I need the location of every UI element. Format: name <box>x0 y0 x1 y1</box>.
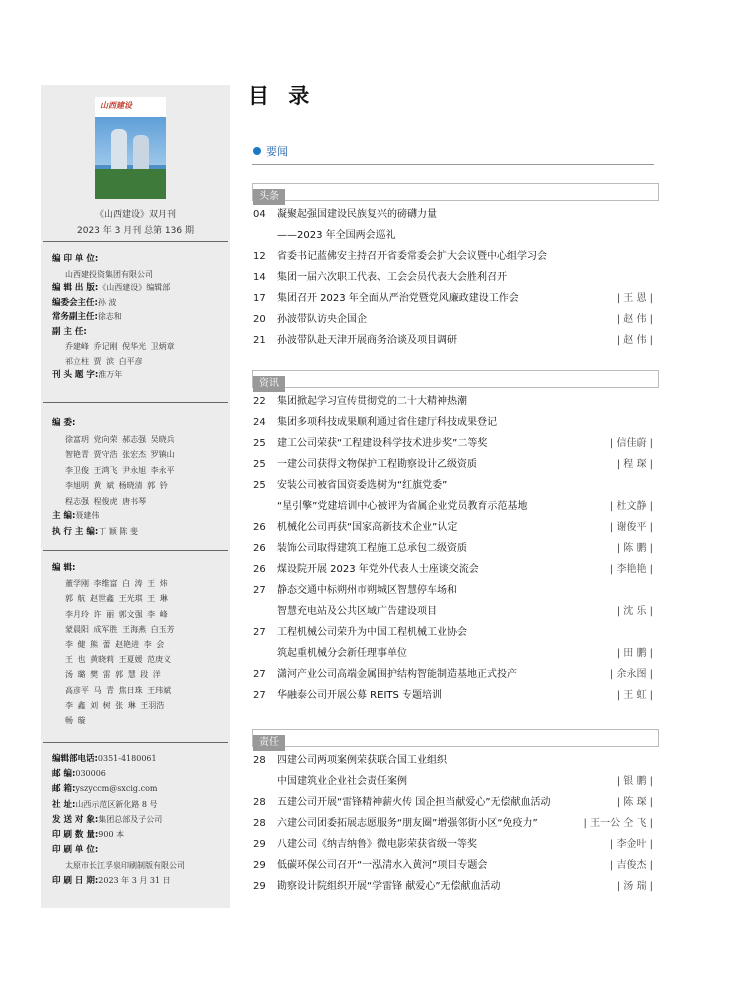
toc-entry[interactable] <box>253 604 658 619</box>
masthead-row <box>52 814 162 826</box>
masthead-row <box>52 326 87 338</box>
entry-title: 煤设院开展 2023 年党外代表人士座谈交流会 <box>277 564 479 575</box>
entry-author: | 陈 鹏 | <box>616 543 653 554</box>
entry-author: | 赵 伟 | <box>616 335 653 346</box>
cover-thumbnail[interactable] <box>95 97 166 199</box>
page-number: 20 <box>253 314 266 325</box>
page-number: 28 <box>253 818 266 829</box>
masthead-row: 山西建投资集团有限公司 <box>65 269 153 279</box>
page-number: 27 <box>253 690 266 701</box>
entry-title: 八建公司《纳吉纳鲁》微电影荣获省级一等奖 <box>277 839 477 850</box>
divider <box>43 742 228 743</box>
entry-title: 集团召开 2023 年全面从严治党暨党风廉政建设工作会 <box>277 293 519 304</box>
masthead-row <box>52 844 98 856</box>
toc-entry[interactable] <box>253 816 658 831</box>
masthead-row: 王 也 黄晓莉 王夏媛 范庚义 <box>65 655 172 665</box>
masthead-label: 常务副主任: <box>52 312 98 322</box>
entry-title: 省委书记蓝佛安主持召开省委常委会扩大会议暨中心组学习会 <box>277 251 547 262</box>
masthead-value: 《山西建设》编辑部 <box>98 283 171 292</box>
masthead-row: 太原市长江孚泉印刷制版有限公司 <box>65 861 185 871</box>
masthead-label: 编委会主任: <box>52 297 98 308</box>
entry-title: 五建公司开展“雷锋精神薪火传 国企担当献爱心”无偿献血活动 <box>277 797 551 808</box>
entry-title: 勘察设计院组织开展“学雷锋 献爱心”无偿献血活动 <box>277 881 501 892</box>
masthead-label: 编 委: <box>52 418 76 428</box>
masthead-value: yszyccm@sxcig.com <box>75 784 158 794</box>
entry-title: 孙波带队访央企国企 <box>277 314 367 325</box>
masthead-label: 编辑部电话: <box>52 754 98 764</box>
masthead-label: 刊 头 题 字: <box>52 370 99 380</box>
toc-entry[interactable] <box>253 858 658 873</box>
masthead-label: 发 送 对 象: <box>52 814 99 825</box>
page-number: 25 <box>253 480 266 491</box>
entry-title: 一建公司获得文物保护工程勘察设计乙级资质 <box>277 459 477 470</box>
entry-author: | 沈 乐 | <box>616 606 653 617</box>
page-number: 27 <box>253 669 266 680</box>
page-number: 26 <box>253 564 266 575</box>
page-number: 29 <box>253 881 266 892</box>
page-number: 27 <box>253 585 266 596</box>
toc-entry[interactable] <box>253 291 658 306</box>
masthead-value: 丁 颖 陈 斐 <box>98 526 138 536</box>
entry-title: “星引擎”党建培训中心被评为省属企业党员教育示范基地 <box>277 501 528 512</box>
section-heading: 要闻 <box>253 143 288 159</box>
toc-entry[interactable] <box>253 774 658 789</box>
masthead-value: 0351-4180061 <box>97 754 157 763</box>
masthead-label: 印 刷 日 期: <box>52 875 99 886</box>
page-number: 04 <box>253 209 266 220</box>
entry-title: 六建公司团委拓展志愿服务“朋友圈”增强邻街小区“免疫力” <box>277 818 538 829</box>
masthead-label: 编 辑 出 版: <box>52 283 99 293</box>
toc-entry[interactable] <box>253 583 658 598</box>
section-divider <box>252 164 654 165</box>
masthead-value: 徐志和 <box>97 312 122 321</box>
toc-entry[interactable] <box>253 541 658 556</box>
divider <box>43 550 228 551</box>
entry-title: 潇河产业公司高端金属围护结构智能制造基地正式投产 <box>277 669 517 680</box>
masthead-row <box>52 753 157 765</box>
toc-entry[interactable] <box>253 436 658 451</box>
masthead-row: 汤 璐 樊 雷 郭 慧 段 洋 <box>65 670 161 680</box>
toc-entry[interactable] <box>253 753 658 768</box>
category-label: 责任 <box>253 735 285 751</box>
bullet-icon <box>253 147 261 155</box>
category-header <box>252 183 659 201</box>
masthead-label: 编 印 单 位: <box>52 254 99 264</box>
masthead-row <box>52 526 138 538</box>
masthead-row: 畅 璇 <box>65 716 86 725</box>
entry-title: 静态交通中标朔州市朔城区智慧停车场和 <box>277 585 457 596</box>
entry-author: | 王 恩 | <box>616 293 653 304</box>
page-number: 28 <box>253 755 266 766</box>
entry-title: 集团掀起学习宣传贯彻党的二十大精神热潮 <box>277 396 467 407</box>
entry-title: 建工公司荣获“工程建设科学技术进步奖”二等奖 <box>277 438 488 449</box>
entry-author: | 李艳艳 | <box>609 564 653 575</box>
masthead-row: 徐富玥 党向荣 郝志强 吴晓兵 <box>65 434 175 444</box>
category-header <box>252 729 659 747</box>
toc-entry[interactable] <box>253 667 658 682</box>
entry-title: 筑起重机械分会新任理事单位 <box>277 648 407 659</box>
masthead-row: 乔建峰 乔记刚 倪华光 卫炳章 <box>65 342 175 351</box>
masthead-row <box>52 768 106 780</box>
masthead-row <box>52 311 122 323</box>
masthead-label: 邮 箱: <box>52 784 76 795</box>
page-number: 12 <box>253 251 266 262</box>
entry-author: | 汤 瑞 | <box>616 881 653 892</box>
entry-title: 四建公司两项案例荣获联合国工业组织 <box>277 755 447 766</box>
page-number: 29 <box>253 839 266 850</box>
entry-author: | 王 虹 | <box>616 690 653 701</box>
toc-entry[interactable] <box>253 478 658 493</box>
page-title: 目 录 <box>248 84 316 108</box>
toc-entry[interactable] <box>253 562 658 577</box>
entry-title: 中国建筑业企业社会责任案例 <box>277 776 407 787</box>
masthead-row <box>52 253 98 265</box>
toc-entry[interactable] <box>253 394 658 409</box>
masthead-label: 社 址: <box>52 799 76 810</box>
page-number: 26 <box>253 543 266 554</box>
entry-title: 集团一届六次职工代表、工会会员代表大会胜利召开 <box>277 272 507 283</box>
masthead-label: 印 刷 数 量: <box>52 830 99 840</box>
masthead-value: 山西示范区新化路 8 号 <box>75 799 158 809</box>
page-number: 17 <box>253 293 266 304</box>
divider <box>43 241 228 242</box>
cover-logo: 山西建设 <box>100 100 132 110</box>
masthead-value: 孙 波 <box>97 297 117 307</box>
masthead-row: 蒙晨阳 成军胜 王海燕 白玉芳 <box>65 624 175 634</box>
masthead-row: 李旭明 黄 斌 杨晓清 郭 钤 <box>65 481 168 490</box>
entry-author: | 赵 伟 | <box>616 314 653 325</box>
masthead-row <box>52 562 75 574</box>
entry-author: | 吉俊杰 | <box>609 860 653 871</box>
toc-entry[interactable] <box>253 207 658 222</box>
toc-entry[interactable] <box>253 333 658 348</box>
toc-entry[interactable] <box>253 228 658 243</box>
magazine-title: 《山西建设》双月刊 <box>94 210 176 220</box>
divider <box>43 402 228 403</box>
page-number: 27 <box>253 627 266 638</box>
entry-author: | 王一公 仝 飞 | <box>583 818 653 829</box>
masthead-row <box>52 829 124 841</box>
masthead-row <box>52 783 157 795</box>
entry-author: | 杜文静 | <box>609 501 653 512</box>
entry-title: 华融泰公司开展公募 REITS 专题培训 <box>277 690 443 701</box>
page-number: 14 <box>253 272 266 283</box>
masthead-label: 副 主 任: <box>52 326 87 337</box>
entry-title: 集团多项科技成果顺利通过省住建厅科技成果登记 <box>277 417 497 428</box>
masthead-label: 主 编: <box>52 511 76 521</box>
toc-entry[interactable] <box>253 625 658 640</box>
masthead-row: 李 鑫 刘 树 张 琳 王羽浩 <box>65 700 165 710</box>
toc-entry[interactable] <box>253 457 658 472</box>
masthead-label: 编 辑: <box>52 563 76 573</box>
masthead-row <box>52 510 99 522</box>
masthead-value: 集团总部及子公司 <box>98 814 163 824</box>
toc-entry[interactable] <box>253 795 658 810</box>
masthead-row: 李卫俊 王鸿飞 尹永旭 李永平 <box>65 465 175 475</box>
entry-title: 工程机械公司荣升为中国工程机械工业协会 <box>277 627 467 638</box>
entry-title: 机械化公司再获“国家高新技术企业”认定 <box>277 522 458 533</box>
page-number: 28 <box>253 797 266 808</box>
masthead-row <box>52 282 170 294</box>
page-number: 25 <box>253 438 266 449</box>
masthead-value: 900 本 <box>98 830 125 839</box>
toc-entry[interactable] <box>253 688 658 703</box>
entry-author: | 陈 琛 | <box>616 797 653 808</box>
masthead-value: 聂建伟 <box>75 511 100 520</box>
masthead-label: 印 刷 单 位: <box>52 845 99 856</box>
masthead-row: 程志强 程俊虎 唐书琴 <box>65 496 147 506</box>
entry-title: 安装公司被省国资委选树为“红旗党委” <box>277 480 448 491</box>
toc-entry[interactable] <box>253 312 658 327</box>
entry-author: | 田 鹏 | <box>616 648 653 659</box>
page-number: 22 <box>253 396 266 407</box>
entry-author: | 谢俊平 | <box>609 522 653 533</box>
masthead-label: 执 行 主 编: <box>52 526 99 537</box>
masthead-value: 030006 <box>75 769 106 779</box>
masthead-value: 2023 年 3 月 31 日 <box>98 875 171 885</box>
masthead-label: 邮 编: <box>52 769 76 780</box>
page-number: 25 <box>253 459 266 470</box>
entry-title: 低碳环保公司召开“一泓清水入黄河”项目专题会 <box>277 860 488 871</box>
entry-author: | 银 鹏 | <box>616 776 653 787</box>
masthead-row: 李月玲 许 丽 郭文强 李 峰 <box>65 609 168 619</box>
masthead-row <box>52 417 75 429</box>
entry-title: 智慧充电站及公共区域广告建设项目 <box>277 606 437 617</box>
entry-author: | 余永图 | <box>609 669 653 680</box>
masthead-row <box>52 799 158 811</box>
masthead-row <box>52 369 122 381</box>
issue-info: 2023 年 3 月刊 总第 136 期 <box>77 226 194 236</box>
category-label: 资讯 <box>253 376 285 392</box>
entry-title: 凝聚起强国建设民族复兴的磅礴力量 <box>277 209 437 220</box>
page-number: 26 <box>253 522 266 533</box>
masthead-row: 郭 航 赵世鑫 王光琪 王 琳 <box>65 594 168 604</box>
entry-title: ——2023 年全国两会巡礼 <box>277 230 396 241</box>
toc-entry[interactable] <box>253 520 658 535</box>
masthead-value: 淮万年 <box>98 370 123 379</box>
toc-entry[interactable] <box>253 879 658 894</box>
toc-entry[interactable] <box>253 415 658 430</box>
masthead-row <box>52 875 171 887</box>
toc-entry[interactable] <box>253 270 658 285</box>
toc-entry[interactable] <box>253 499 658 514</box>
entry-title: 装饰公司取得建筑工程施工总承包二级资质 <box>277 543 467 554</box>
category-label: 头条 <box>253 189 285 205</box>
toc-entry[interactable] <box>253 646 658 661</box>
toc-entry[interactable] <box>253 837 658 852</box>
category-header <box>252 370 659 388</box>
masthead-sidebar <box>41 85 230 908</box>
masthead-row: 智艳青 贾守浩 张宏杰 罗镇山 <box>65 450 175 459</box>
masthead-row: 董学刚 李维富 白 涛 王 炜 <box>65 579 168 589</box>
toc-entry[interactable] <box>253 249 658 264</box>
entry-author: | 信佳蔚 | <box>609 438 653 449</box>
page-number: 24 <box>253 417 266 428</box>
entry-author: | 程 琛 | <box>616 459 653 470</box>
page-number: 21 <box>253 335 266 346</box>
masthead-row: 祁立柱 贾 滨 白平彦 <box>65 356 143 366</box>
page-number: 29 <box>253 860 266 871</box>
masthead-row <box>52 297 116 309</box>
entry-title: 孙波带队赴天津开展商务洽谈及项目调研 <box>277 335 457 346</box>
entry-author: | 李金叶 | <box>609 839 653 850</box>
masthead-row: 李 健 熊 蕾 赵艳进 李 会 <box>65 640 165 649</box>
masthead-row: 高彦平 马 青 焦日珠 王玮斌 <box>65 685 172 695</box>
